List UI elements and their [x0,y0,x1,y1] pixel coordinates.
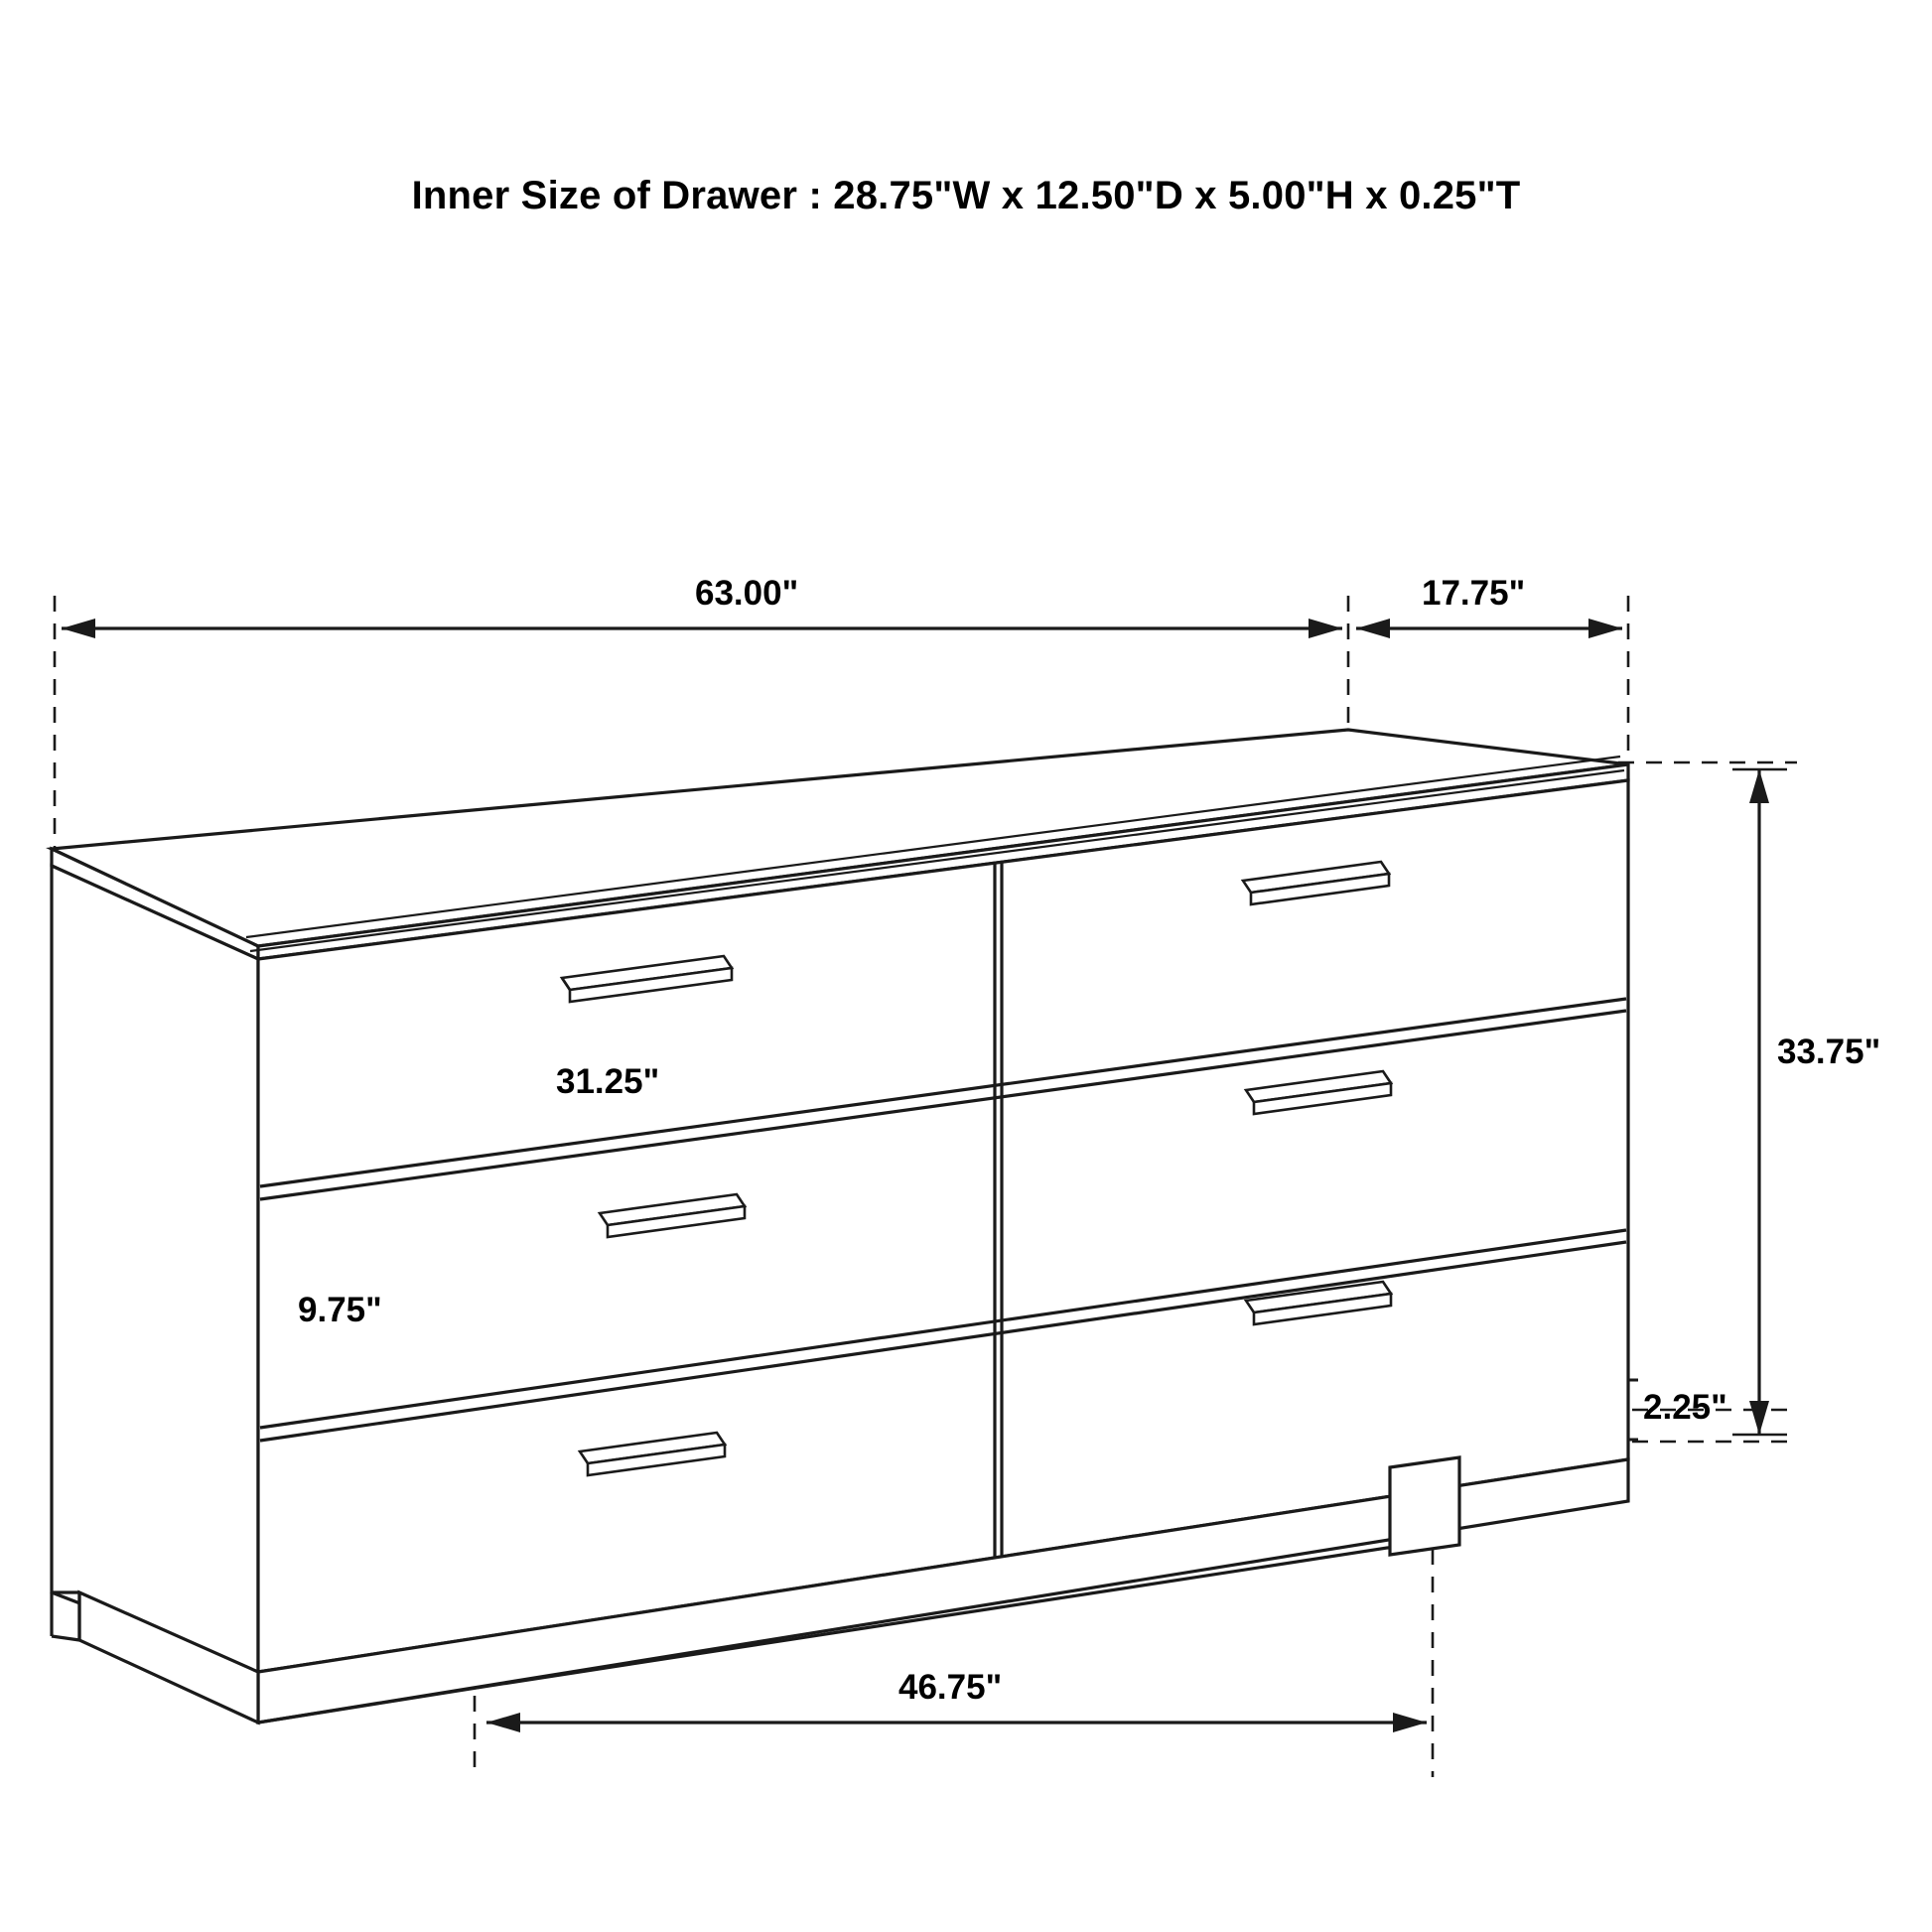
dim-base-4675 [486,1713,1427,1732]
dim-label-depth-1775: 17.75" [1422,574,1526,613]
dim-label-plinth-225: 2.25" [1643,1388,1727,1427]
dim-label-base-4675: 46.75" [898,1668,1003,1707]
dim-label-height-3375: 33.75" [1777,1033,1881,1071]
dim-label-drawer-height-975: 9.75" [298,1291,382,1329]
dim-label-drawer-width-3125: 31.25" [556,1062,660,1101]
dim-height-3375 [1732,769,1787,1435]
page-title: Inner Size of Drawer : 28.75"W x 12.50"D x 5.00"H x 0.25"T [411,174,1521,217]
dim-depth-1775 [1356,619,1622,638]
dim-width-63 [62,619,1342,638]
dresser-foot [1390,1457,1459,1555]
dim-label-width-63: 63.00" [695,574,799,613]
dresser-left-side-panel [52,866,258,1672]
